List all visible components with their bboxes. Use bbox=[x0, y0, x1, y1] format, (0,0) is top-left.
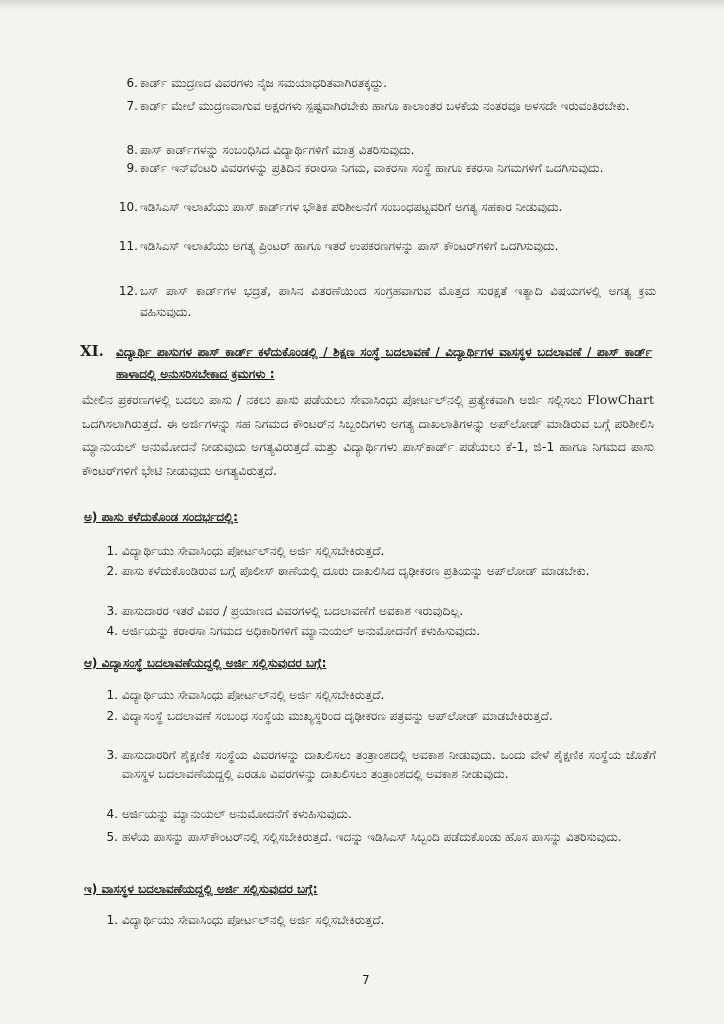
list-item bbox=[106, 686, 656, 705]
list-item bbox=[106, 602, 656, 621]
item-number: 6. bbox=[126, 76, 138, 90]
item-text: ಪಾಸು ಕಳೆದುಕೊಂಡಿರುವ ಬಗ್ಗೆ ಪೊಲೀಸ್ ಠಾಣೆಯಲ್ಲಿ ದೂರು ದಾಖಲಿಸಿದ ದೃಢೀಕರಣ ಪ್ರತಿಯನ್ನು ಅಪ್‌ಲೋಡ್ ಮಾಡಬೇಕು. bbox=[122, 564, 590, 578]
list-item bbox=[106, 562, 656, 581]
item-text: ಅರ್ಜಿಯನ್ನು ಕರಾರಸಾ ನಿಗಮದ ಅಧಿಕಾರಿಗಳಿಗೆ ಮ್ಯಾನುಯಲ್ ಅನುಮೋದನೆಗೆ ಕಳುಹಿಸುವುದು. bbox=[122, 624, 481, 638]
item-number: 4. bbox=[106, 807, 118, 821]
item-number: 2. bbox=[106, 564, 118, 578]
item-number: 7. bbox=[126, 99, 138, 113]
item-number: 8. bbox=[126, 143, 138, 157]
list-item bbox=[118, 281, 656, 323]
page-number: 7 bbox=[362, 973, 370, 987]
scan-edge bbox=[0, 0, 724, 10]
paragraph-flowchart-term: FlowChart bbox=[587, 392, 654, 407]
item-number: 12. bbox=[118, 284, 138, 298]
list-item bbox=[106, 746, 656, 784]
paragraph-text-end: ಒದಗಿಸಲಾಗಿರುತ್ತದೆ. ಈ ಅರ್ಜಿಗಳನ್ನು ಸಹ ನಿಗಮದ ಕೌಂಟರ್‌ನ ಸಿಬ್ಬಂದಿಗಳು ಅಗತ್ಯ ದಾಖಲಾತಿಗಳನ್ನು ಅಪ್‌ಲೋಡ್ ಮಾಡಿರುವ ಬಗ್ಗೆ ಪರಿಶೀಲಿಸಿ ಮ್ಯಾನುಯಲ್ ಅನುಮೋದನೆ ನೀಡುವುದು ಅಗತ್ಯವಿರುತ್ತದೆ ಮತ್ತು ವಿದ್ಯಾರ್ಥಿಗಳು ಪಾಸ್‌ಕಾರ್ಡ್ ಪಡೆಯಲು ಕೆ-1, ಜಿ-1 ಹಾಗೂ ನಿಗಮದ ಪಾಸು ಕೌಂಟರ್‌ಗಳಿಗೆ ಭೇಟಿ ನೀಡುವುದು ಅಗತ್ಯವಿರುತ್ತದೆ. bbox=[82, 415, 654, 478]
item-text: ಅರ್ಜಿಯನ್ನು ಮ್ಯಾನುಯಲ್ ಅನುಮೋದನೆಗೆ ಕಳುಹಿಸುವುದು. bbox=[122, 807, 352, 821]
item-text: ಪಾಸುದಾರರಿಗೆ ಶೈಕ್ಷಣಿಕ ಸಂಸ್ಥೆಯ ವಿವರಗಳನ್ನು ದಾಖಲಿಸಲು ತಂತ್ರಾಂಶದಲ್ಲಿ ಅವಕಾಶ ನೀಡುವುದು. ಒಂದು ವೇಳೆ ಶೈಕ್ಷಣಿಕ ಸಂಸ್ಥೆಯ ಜೊತೆಗೆ ವಾಸಸ್ಥಳ ಬದಲಾವಣೆಯದ್ದಲ್ಲಿ ಎರಡೂ ವಿವರಗಳನ್ನು ದಾಖಲಿಸಲು ತಂತ್ರಾಂಶದಲ್ಲಿ ಅವಕಾಶ ನೀಡುವುದು. bbox=[122, 748, 656, 781]
item-text: ವಿದ್ಯಾರ್ಥಿಯು ಸೇವಾಸಿಂಧು ಪೋರ್ಟಲ್‌ನಲ್ಲಿ ಅರ್ಜಿ ಸಲ್ಲಿಸಬೇಕಿರುತ್ತದೆ. bbox=[122, 913, 385, 927]
item-number: 3. bbox=[106, 748, 118, 762]
paragraph-text-start: ಮೇಲಿನ ಪ್ರಕರಣಗಳಲ್ಲಿ ಬದಲು ಪಾಸು / ನಕಲು ಪಾಸು ಪಡೆಯಲು ಸೇವಾಸಿಂಧು ಪೋರ್ಟಲ್‌ನಲ್ಲಿ ಪ್ರತ್ಯೇಕವಾಗಿ ಅರ್ಜಿ ಸಲ್ಲಿಸಲು bbox=[82, 392, 588, 407]
list-item bbox=[106, 622, 656, 641]
list-item bbox=[126, 158, 656, 179]
list-item bbox=[126, 73, 656, 94]
list-item bbox=[106, 542, 656, 561]
item-text: ಬಸ್ ಪಾಸ್ ಕಾರ್ಡ್‌ಗಳ ಭದ್ರತೆ, ಪಾಸಿನ ವಿತರಣೆಯಿಂದ ಸಂಗ್ರಹವಾಗುವ ಮೊತ್ತದ ಸುರಕ್ಷತೆ ಇತ್ಯಾದಿ ವಿಷಯಗಳಲ್ಲಿ ಅಗತ್ಯ ಕ್ರಮ ವಹಿಸುವುದು. bbox=[140, 284, 656, 319]
list-item bbox=[106, 805, 656, 824]
item-number: 1. bbox=[106, 544, 118, 558]
item-number: 2. bbox=[106, 709, 118, 723]
item-text: ಇಡಿಸಿಎಸ್ ಇಲಾಖೆಯು ಅಗತ್ಯ ಪ್ರಿಂಟರ್ ಹಾಗೂ ಇತರೆ ಉಪಕರಣಗಳನ್ನು ಪಾಸ್ ಕೌಂಟರ್‌ಗಳಿಗೆ ಒದಗಿಸುವುದು. bbox=[140, 239, 559, 253]
list-item bbox=[126, 96, 656, 117]
item-number: 1. bbox=[106, 688, 118, 702]
item-number: 11. bbox=[118, 239, 138, 253]
item-number: 3. bbox=[106, 604, 118, 618]
item-text: ಇಡಿಸಿಎಸ್ ಇಲಾಖೆಯು ಪಾಸ್ ಕಾರ್ಡ್‌ಗಳ ಭೌತಿಕ ಪರಿಶೀಲನೆಗೆ ಸಂಬಂಧಪಟ್ಟವರಿಗೆ ಅಗತ್ಯ ಸಹಕಾರ ನೀಡುವುದು. bbox=[140, 200, 563, 214]
item-text: ವಿದ್ಯಾರ್ಥಿಯು ಸೇವಾಸಿಂಧು ಪೋರ್ಟಲ್‌ನಲ್ಲಿ ಅರ್ಜಿ ಸಲ್ಲಿಸಬೇಕಿರುತ್ತದೆ. bbox=[122, 688, 385, 702]
item-text: ಕಾರ್ಡ್ ಮುದ್ರಣದ ವಿವರಗಳು ನೈಜ ಸಮಯಾಧರಿತವಾಗಿರತಕ್ಕದ್ದು. bbox=[140, 76, 388, 90]
subsection-heading-b: ಆ) ವಿದ್ಯಾಸಂಸ್ಥೆ ಬದಲಾವಣೆಯದ್ದಲ್ಲಿ ಅರ್ಜಿ ಸಲ್ಲಿಸುವುದರ ಬಗ್ಗೆ: bbox=[84, 656, 327, 670]
item-text: ಕಾರ್ಡ್ ಇನ್‌ವೆಂಟರಿ ವಿವರಗಳನ್ನು ಪ್ರತಿದಿನ ಕರಾರಸಾ ನಿಗಮ, ವಾಕರಸಾ ಸಂಸ್ಥೆ ಹಾಗೂ ಕಕರಸಾ ನಿಗಮಗಳಿಗೆ ಒದಗಿಸುವುದು. bbox=[140, 161, 604, 175]
list-item bbox=[118, 236, 656, 257]
subsection-heading-c: ಇ) ವಾಸಸ್ಥಳ ಬದಲಾವಣೆಯದ್ದಲ್ಲಿ ಅರ್ಜಿ ಸಲ್ಲಿಸುವುದರ ಬಗ್ಗೆ: bbox=[84, 882, 318, 896]
item-text: ಹಳೆಯ ಪಾಸನ್ನು ಪಾಸ್‌ಕೌಂಟರ್‌ನಲ್ಲಿ ಸಲ್ಲಿಸಬೇಕಿರುತ್ತದೆ. ಇದನ್ನು ಇಡಿಸಿಎಸ್ ಸಿಬ್ಬಂದಿ ಪಡೆದುಕೊಂಡು ಹೊಸ ಪಾಸನ್ನು ವಿತರಿಸುವುದು. bbox=[122, 830, 622, 844]
list-item bbox=[106, 707, 656, 726]
item-text: ಪಾಸುದಾರರ ಇತರೆ ವಿವರ / ಪ್ರಯಾಣದ ವಿವರಗಳಲ್ಲಿ ಬದಲಾವಣೆಗೆ ಅವಕಾಶ ಇರುವುದಿಲ್ಲ. bbox=[122, 604, 464, 618]
item-text: ಕಾರ್ಡ್ ಮೇಲೆ ಮುದ್ರಣವಾಗುವ ಅಕ್ಷರಗಳು ಸ್ಪಷ್ಟವಾಗಿರಬೇಕು ಹಾಗೂ ಕಾಲಾಂತರ ಬಳಕೆಯ ನಂತರವೂ ಅಳಸದೇ ಇರುವಂತಿರಬೇಕು. bbox=[140, 99, 630, 113]
item-number: 4. bbox=[106, 624, 118, 638]
subsection-heading-a: ಅ) ಪಾಸು ಕಳೆದುಕೊಂಡ ಸಂದರ್ಭದಲ್ಲಿ: bbox=[84, 510, 238, 524]
section-paragraph bbox=[82, 388, 654, 482]
list-item bbox=[106, 911, 656, 930]
item-number: 1. bbox=[106, 913, 118, 927]
item-number: 5. bbox=[106, 830, 118, 844]
item-number: 9. bbox=[126, 161, 138, 175]
section-title: ವಿದ್ಯಾರ್ಥಿ ಪಾಸುಗಳ ಪಾಸ್ ಕಾರ್ಡ್ ಕಳೆದುಕೊಂಡಲ್ಲಿ / ಶಿಕ್ಷಣ ಸಂಸ್ಥೆ ಬದಲಾವಣೆ / ವಿದ್ಯಾರ್ಥಿಗಳ ವಾಸಸ್ಥಳ ಬದಲಾವಣೆ / ಪಾಸ್ ಕಾರ್ಡ್ ಹಾಳಾದಲ್ಲಿ ಅನುಸರಿಸಬೇಕಾದ ಕ್ರಮಗಳು : bbox=[116, 345, 652, 381]
item-text: ವಿದ್ಯಾಸಂಸ್ಥೆ ಬದಲಾವಣೆ ಸಂಬಂಧ ಸಂಸ್ಥೆಯ ಮುಖ್ಯಸ್ಥರಿಂದ ದೃಢೀಕರಣ ಪತ್ರವನ್ನು ಅಪ್‌ಲೋಡ್ ಮಾಡಬೇಕಿರುತ್ತದೆ. bbox=[122, 709, 553, 723]
list-item bbox=[106, 828, 656, 847]
item-text: ವಿದ್ಯಾರ್ಥಿಯು ಸೇವಾಸಿಂಧು ಪೋರ್ಟಲ್‌ನಲ್ಲಿ ಅರ್ಜಿ ಸಲ್ಲಿಸಬೇಕಿರುತ್ತದೆ. bbox=[122, 544, 385, 558]
section-number: XI. bbox=[80, 342, 104, 360]
item-number: 10. bbox=[118, 200, 138, 214]
list-item bbox=[118, 197, 656, 218]
item-text: ಪಾಸ್ ಕಾರ್ಡ್‌ಗಳನ್ನು ಸಂಬಂಧಿಸಿದ ವಿದ್ಯಾರ್ಥಿಗಳಿಗೆ ಮಾತ್ರ ವಿತರಿಸುವುದು. bbox=[140, 143, 415, 157]
